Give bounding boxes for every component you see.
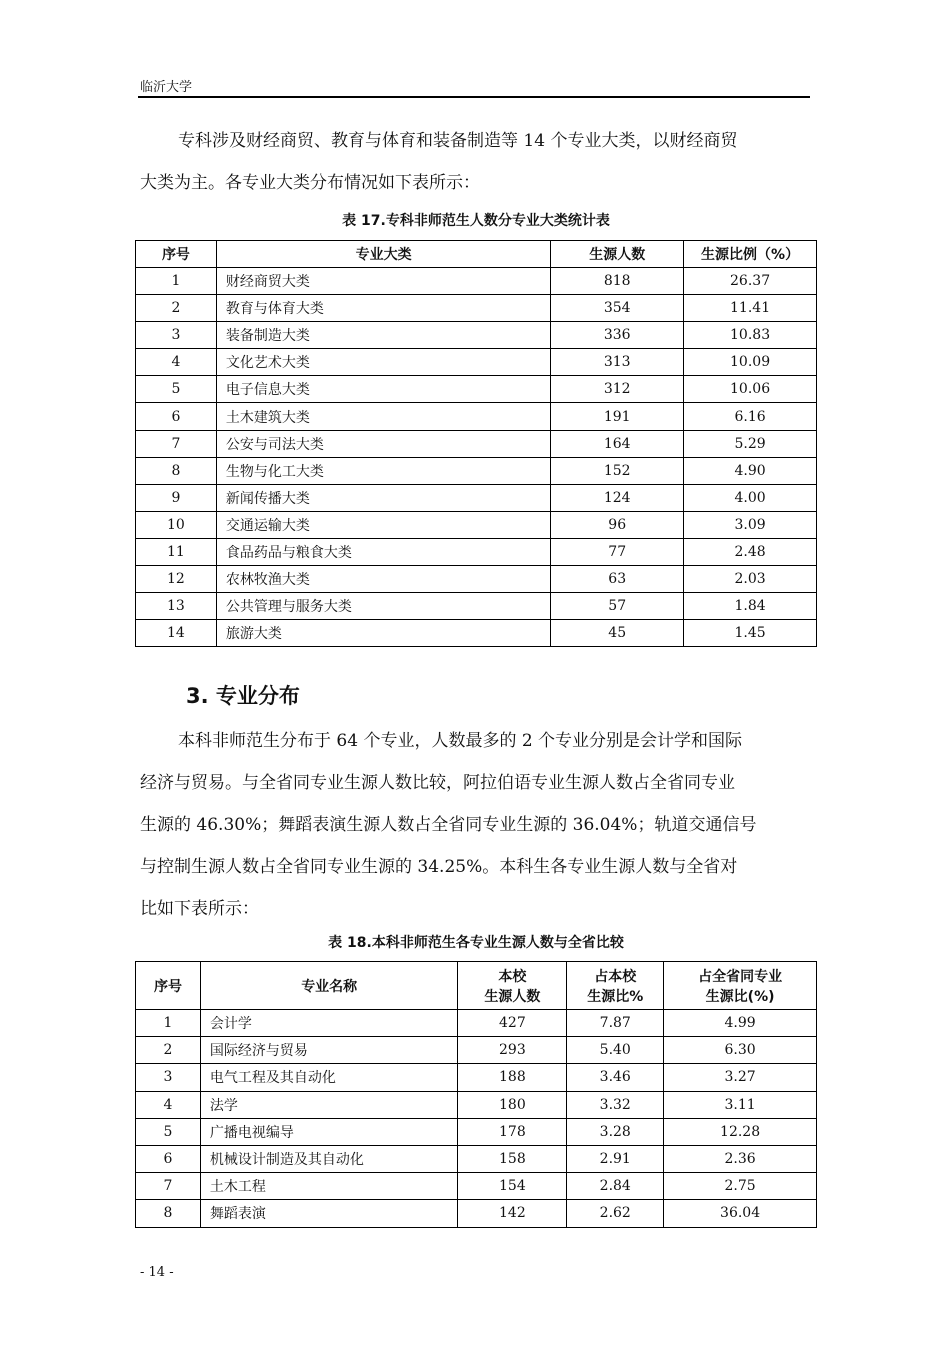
row-index-cell: 8: [136, 1200, 201, 1227]
count-cell: 152: [551, 457, 684, 484]
category-cell: 装备制造大类: [216, 322, 550, 349]
row-index-cell: 1: [136, 1010, 201, 1037]
major-cell: 法学: [200, 1091, 458, 1118]
intro-line-1: 专科涉及财经商贸、教育与体育和装备制造等 14 个专业大类，以财经商贸: [178, 131, 738, 151]
table-row: [136, 295, 817, 322]
ratio-cell: 1.45: [684, 620, 817, 647]
intro-paragraph: [140, 120, 810, 204]
count-cell: 312: [551, 376, 684, 403]
header-rule: [138, 96, 810, 98]
table-row: [136, 538, 817, 565]
category-cell: 公共管理与服务大类: [216, 593, 550, 620]
table-row: [136, 1145, 817, 1172]
category-cell: 文化艺术大类: [216, 349, 550, 376]
major-cell: 土木工程: [200, 1173, 458, 1200]
count-cell: 354: [551, 295, 684, 322]
table-row: [136, 566, 817, 593]
ratio-cell: 26.37: [684, 268, 817, 295]
table-row: [136, 1037, 817, 1064]
row-index-cell: 2: [136, 1037, 201, 1064]
category-cell: 新闻传播大类: [216, 484, 550, 511]
major-cell: 舞蹈表演: [200, 1200, 458, 1227]
row-index-cell: 6: [136, 1145, 201, 1172]
table-row: [136, 349, 817, 376]
table17-header-category: 专业大类: [216, 241, 550, 268]
row-index-cell: 6: [136, 403, 217, 430]
row-index-cell: 7: [136, 430, 217, 457]
school-ratio-cell: 7.87: [567, 1010, 664, 1037]
table-row: [136, 1173, 817, 1200]
major-cell: 电气工程及其自动化: [200, 1064, 458, 1091]
row-index-cell: 4: [136, 1091, 201, 1118]
count-cell: 63: [551, 566, 684, 593]
table18-header-index: 序号: [136, 962, 201, 1010]
table18-header-major: 专业名称: [200, 962, 458, 1010]
row-index-cell: 5: [136, 1118, 201, 1145]
row-index-cell: 10: [136, 511, 217, 538]
body-line-5: 比如下表所示：: [140, 899, 259, 919]
table17-header-row: [136, 241, 817, 268]
table-row: [136, 620, 817, 647]
table-row: [136, 457, 817, 484]
count-cell: 164: [551, 430, 684, 457]
count-cell: 158: [458, 1145, 567, 1172]
count-cell: 124: [551, 484, 684, 511]
table17-caption: 表 17.专科非师范生人数分专业大类统计表: [342, 213, 610, 229]
province-ratio-cell: 12.28: [664, 1118, 817, 1145]
body-paragraph: [140, 720, 810, 930]
count-cell: 57: [551, 593, 684, 620]
body-line-1: 本科非师范生分布于 64 个专业，人数最多的 2 个专业分别是会计学和国际: [178, 731, 743, 751]
ratio-cell: 4.00: [684, 484, 817, 511]
table17: [135, 240, 817, 647]
row-index-cell: 8: [136, 457, 217, 484]
table-row: [136, 511, 817, 538]
ratio-cell: 5.29: [684, 430, 817, 457]
school-ratio-cell: 3.32: [567, 1091, 664, 1118]
table17-header-ratio: 生源比例（%）: [684, 241, 817, 268]
table18-header-school-ratio: [567, 962, 664, 1010]
school-ratio-cell: 5.40: [567, 1037, 664, 1064]
table-row: [136, 322, 817, 349]
province-ratio-cell: 2.75: [664, 1173, 817, 1200]
category-cell: 教育与体育大类: [216, 295, 550, 322]
table18-caption: 表 18.本科非师范生各专业生源人数与全省比较: [328, 935, 624, 951]
row-index-cell: 11: [136, 538, 217, 565]
ratio-cell: 4.90: [684, 457, 817, 484]
count-cell: 191: [551, 403, 684, 430]
category-cell: 公安与司法大类: [216, 430, 550, 457]
category-cell: 电子信息大类: [216, 376, 550, 403]
table18-header-province-ratio-l1: 占全省同专业: [698, 968, 783, 985]
province-ratio-cell: 2.36: [664, 1145, 817, 1172]
count-cell: 313: [551, 349, 684, 376]
row-index-cell: 4: [136, 349, 217, 376]
ratio-cell: 11.41: [684, 295, 817, 322]
count-cell: 188: [458, 1064, 567, 1091]
ratio-cell: 3.09: [684, 511, 817, 538]
row-index-cell: 3: [136, 1064, 201, 1091]
row-index-cell: 14: [136, 620, 217, 647]
province-ratio-cell: 3.11: [664, 1091, 817, 1118]
count-cell: 77: [551, 538, 684, 565]
page-number: - 14 -: [140, 1265, 174, 1280]
table-row: [136, 593, 817, 620]
province-ratio-cell: 6.30: [664, 1037, 817, 1064]
row-index-cell: 12: [136, 566, 217, 593]
count-cell: 178: [458, 1118, 567, 1145]
category-cell: 交通运输大类: [216, 511, 550, 538]
school-ratio-cell: 3.46: [567, 1064, 664, 1091]
ratio-cell: 10.09: [684, 349, 817, 376]
table-row: [136, 484, 817, 511]
table18-header-row: [136, 962, 817, 1010]
ratio-cell: 1.84: [684, 593, 817, 620]
table-row: [136, 1200, 817, 1227]
table18-header-count-l1: 本校: [498, 968, 527, 985]
row-index-cell: 7: [136, 1173, 201, 1200]
major-cell: 国际经济与贸易: [200, 1037, 458, 1064]
category-cell: 土木建筑大类: [216, 403, 550, 430]
category-cell: 生物与化工大类: [216, 457, 550, 484]
table17-header-index: 序号: [136, 241, 217, 268]
count-cell: 142: [458, 1200, 567, 1227]
table18-header-province-ratio: [664, 962, 817, 1010]
table18-header-count: [458, 962, 567, 1010]
table18: [135, 961, 817, 1228]
ratio-cell: 2.03: [684, 566, 817, 593]
province-ratio-cell: 3.27: [664, 1064, 817, 1091]
school-ratio-cell: 2.91: [567, 1145, 664, 1172]
body-line-2: 经济与贸易。与全省同专业生源人数比较，阿拉伯语专业生源人数占全省同专业: [140, 773, 735, 793]
table-row: [136, 1091, 817, 1118]
row-index-cell: 5: [136, 376, 217, 403]
row-index-cell: 13: [136, 593, 217, 620]
table-row: [136, 1118, 817, 1145]
table18-header-school-ratio-l1: 占本校: [594, 968, 637, 985]
table18-header-school-ratio-l2: 生源比%: [587, 988, 644, 1005]
row-index-cell: 3: [136, 322, 217, 349]
row-index-cell: 2: [136, 295, 217, 322]
category-cell: 食品药品与粮食大类: [216, 538, 550, 565]
count-cell: 180: [458, 1091, 567, 1118]
major-cell: 广播电视编导: [200, 1118, 458, 1145]
table-row: [136, 1064, 817, 1091]
row-index-cell: 1: [136, 268, 217, 295]
major-cell: 会计学: [200, 1010, 458, 1037]
count-cell: 427: [458, 1010, 567, 1037]
table-row: [136, 430, 817, 457]
school-ratio-cell: 3.28: [567, 1118, 664, 1145]
school-ratio-cell: 2.84: [567, 1173, 664, 1200]
count-cell: 293: [458, 1037, 567, 1064]
table-row: [136, 268, 817, 295]
count-cell: 96: [551, 511, 684, 538]
count-cell: 336: [551, 322, 684, 349]
category-cell: 财经商贸大类: [216, 268, 550, 295]
ratio-cell: 6.16: [684, 403, 817, 430]
table-row: [136, 1010, 817, 1037]
intro-line-2: 大类为主。各专业大类分布情况如下表所示：: [140, 173, 480, 193]
row-index-cell: 9: [136, 484, 217, 511]
table17-header-count: 生源人数: [551, 241, 684, 268]
ratio-cell: 10.06: [684, 376, 817, 403]
ratio-cell: 10.83: [684, 322, 817, 349]
school-ratio-cell: 2.62: [567, 1200, 664, 1227]
count-cell: 154: [458, 1173, 567, 1200]
body-line-3: 生源的 46.30%；舞蹈表演生源人数占全省同专业生源的 36.04%；轨道交通信号: [140, 815, 757, 835]
province-ratio-cell: 4.99: [664, 1010, 817, 1037]
section-title: 3. 专业分布: [186, 684, 300, 708]
body-line-4: 与控制生源人数占全省同专业生源的 34.25%。本科生各专业生源人数与全省对: [140, 857, 738, 877]
province-ratio-cell: 36.04: [664, 1200, 817, 1227]
page-header: 临沂大学: [140, 80, 193, 95]
table18-header-count-l2: 生源人数: [484, 988, 541, 1005]
count-cell: 45: [551, 620, 684, 647]
table-row: [136, 403, 817, 430]
major-cell: 机械设计制造及其自动化: [200, 1145, 458, 1172]
ratio-cell: 2.48: [684, 538, 817, 565]
table-row: [136, 376, 817, 403]
count-cell: 818: [551, 268, 684, 295]
category-cell: 旅游大类: [216, 620, 550, 647]
category-cell: 农林牧渔大类: [216, 566, 550, 593]
table18-header-province-ratio-l2: 生源比(%): [705, 988, 775, 1005]
